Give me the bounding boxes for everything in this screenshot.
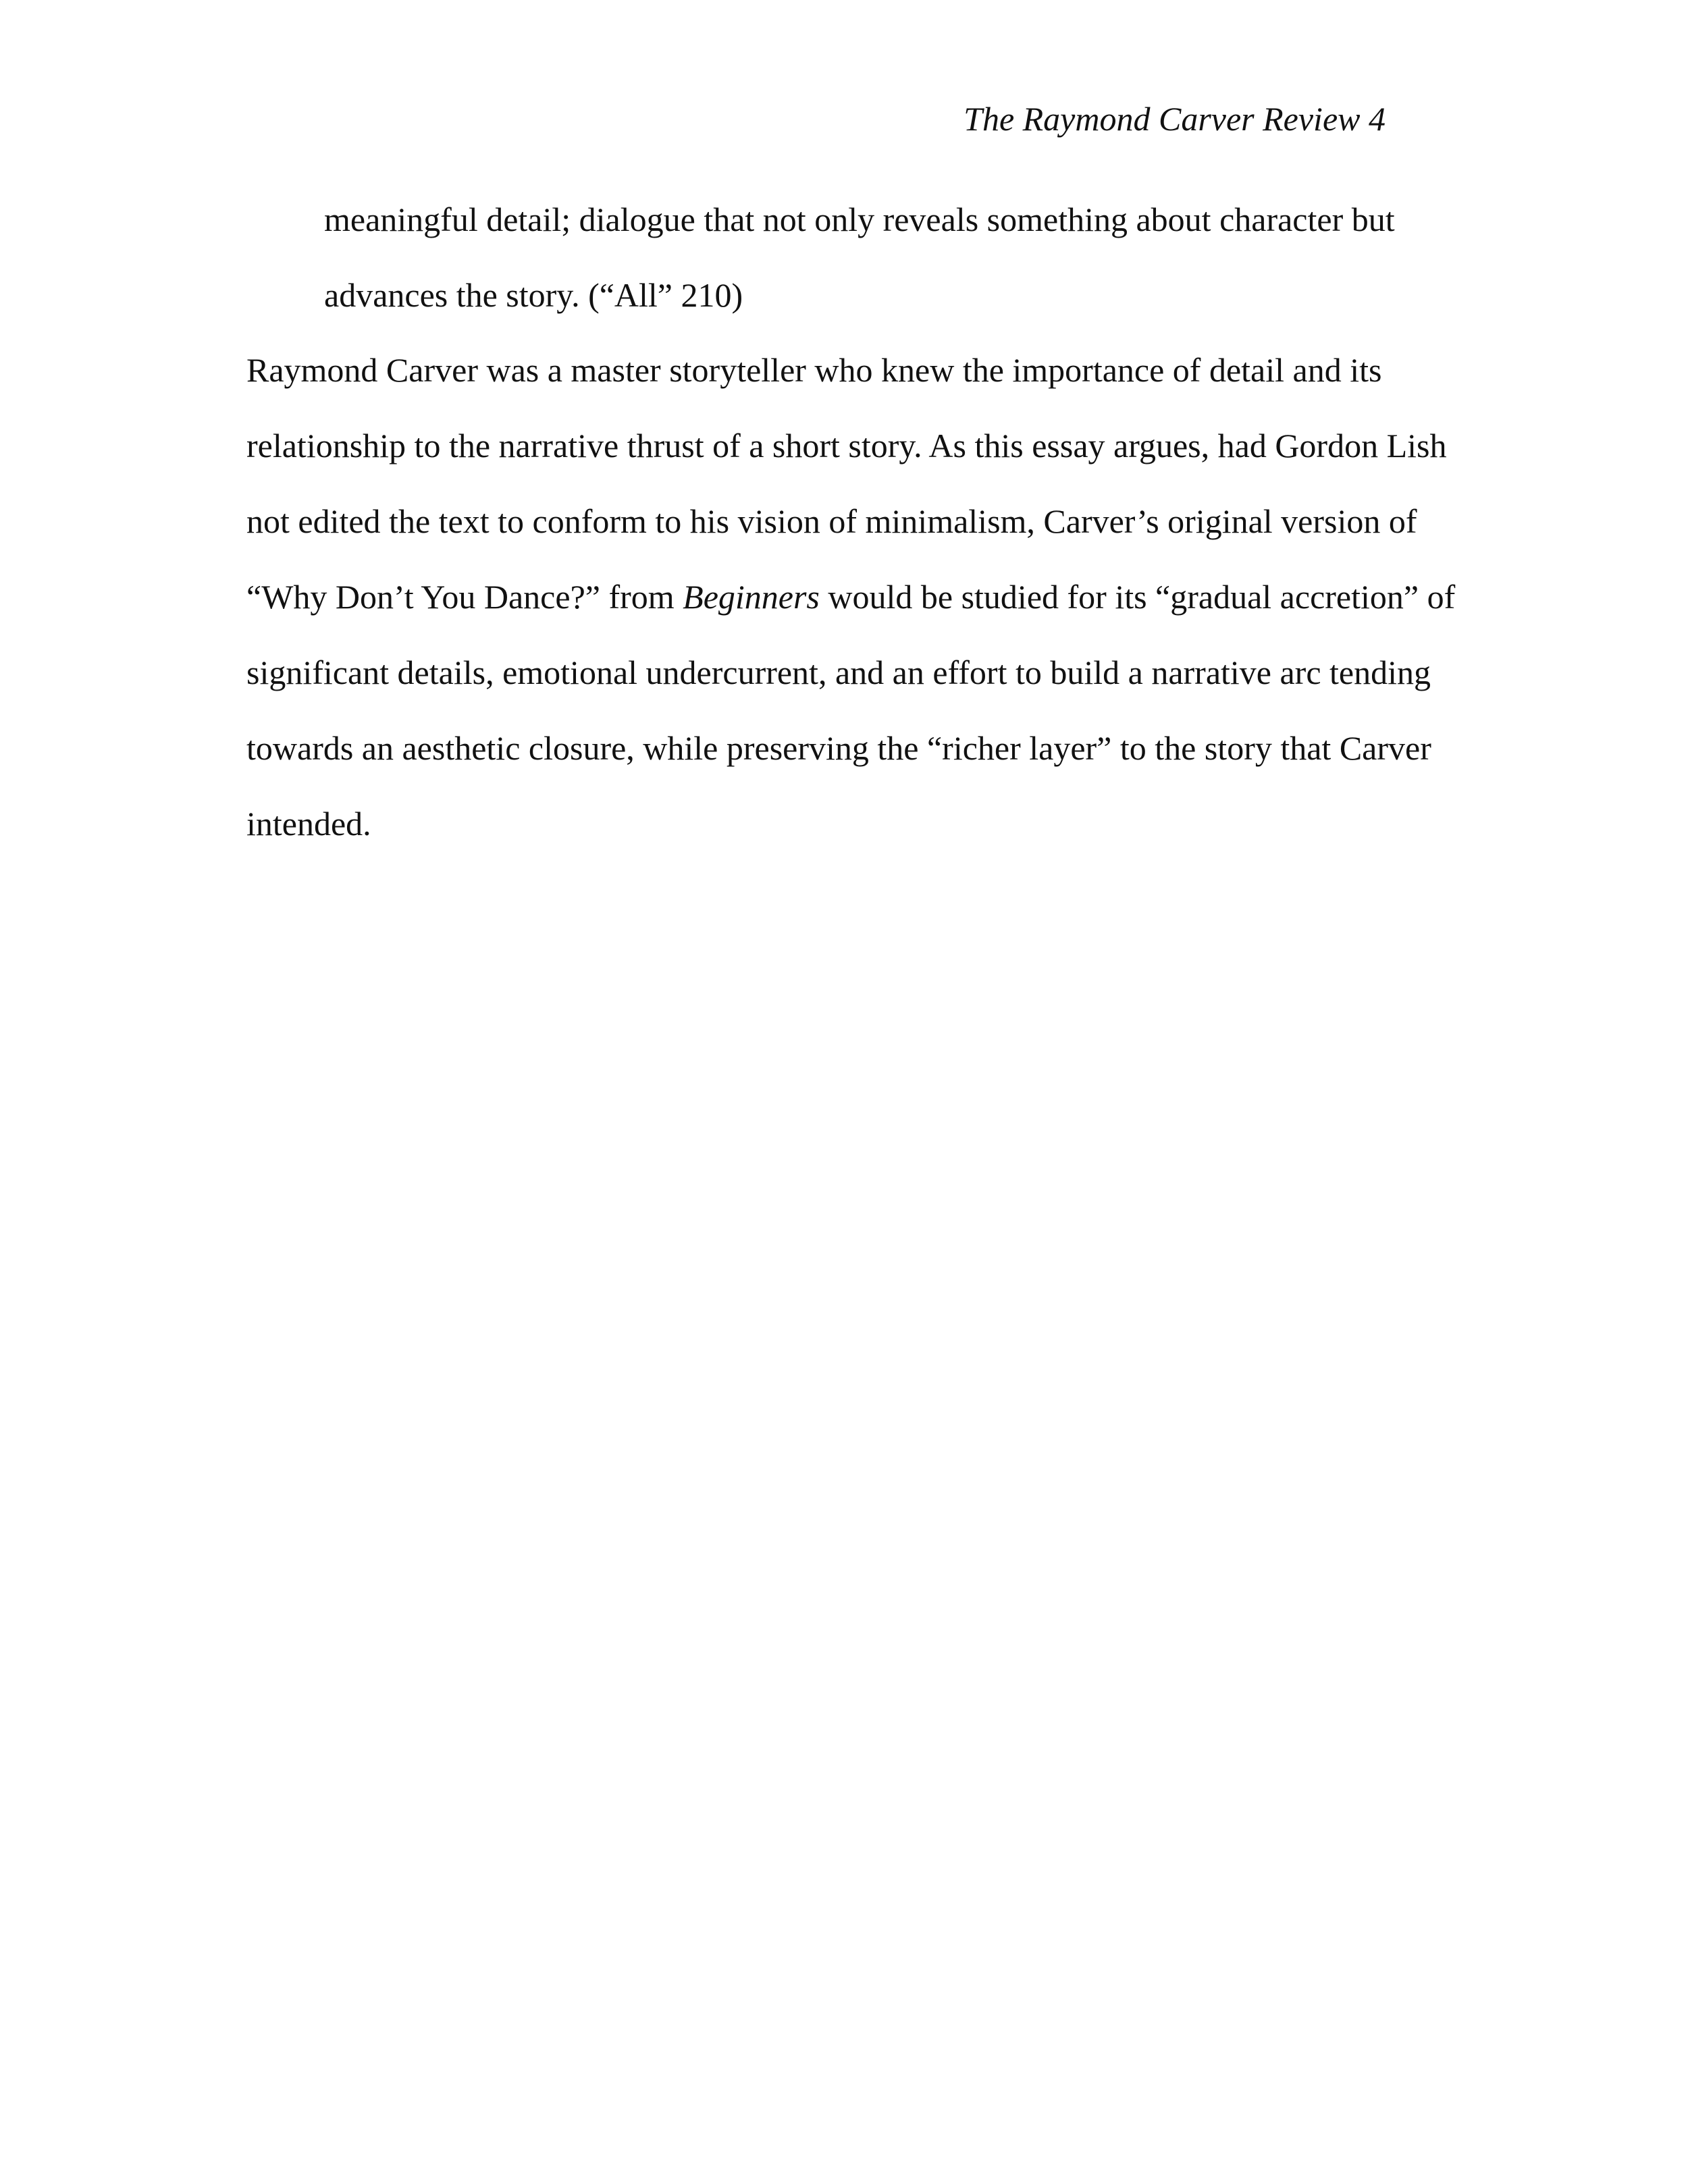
paragraph-line: not edited the text to conform to his vision of minimalism, Carver’s original version of [246,502,1417,540]
paragraph-line: relationship to the narrative thrust of a short story. As this essay argues, had Gordon Lish [246,427,1447,464]
paragraph-line: Raymond Carver was a master storyteller who knew the importance of detail and its [246,351,1382,389]
paragraph-line: significant details, emotional undercurrent, and an effort to build a narrative arc tending [246,654,1431,691]
paragraph-text: would be studied for its “gradual accretion” of [819,578,1456,616]
running-head: The Raymond Carver Review 4 [964,100,1386,138]
block-quote-line: advances the story. (“All” 210) [324,276,743,314]
paragraph-line: towards an aesthetic closure, while preserving the “richer layer” to the story that Carver [246,729,1431,767]
block-quote-line: meaningful detail; dialogue that not only reveals something about character but [324,201,1395,238]
paragraph-text: “Why Don’t You Dance?” from [246,578,683,616]
paragraph-line [246,572,1455,621]
book-title-italic: Beginners [683,578,820,616]
paragraph-line: intended. [246,805,371,843]
